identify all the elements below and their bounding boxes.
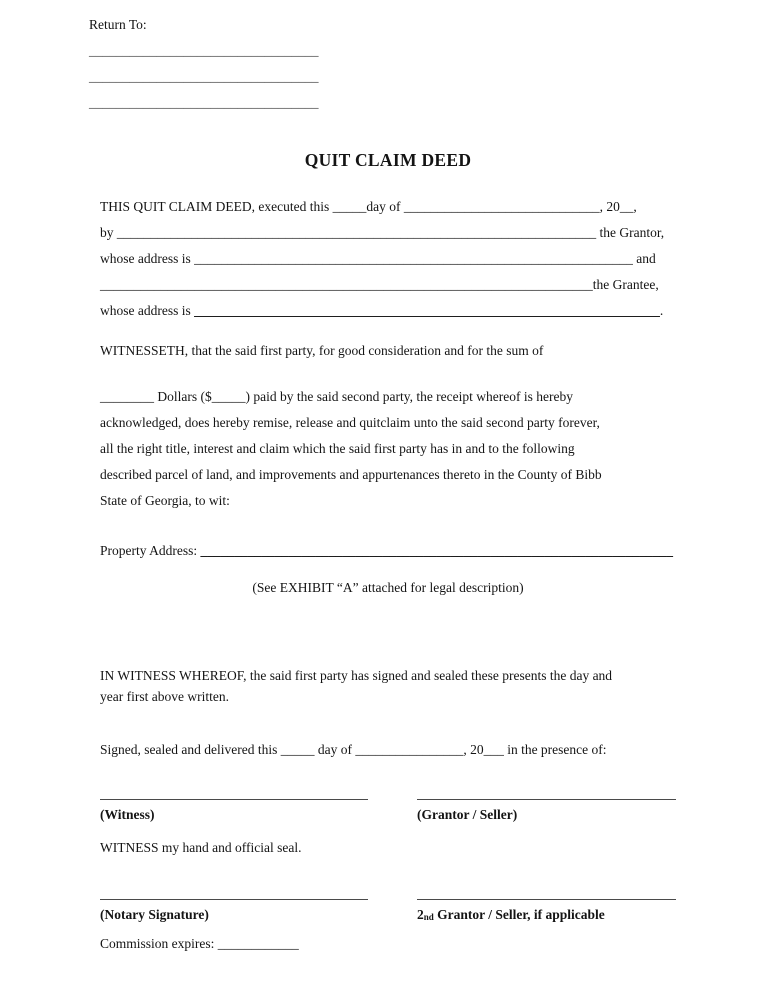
commission-expires-blank: ____________: [217, 936, 299, 951]
signature-row-witness-grantor: [100, 799, 676, 825]
notary-signature-column: [100, 899, 368, 927]
in-witness-line-1: IN WITNESS WHEREOF, the said first party has signed and sealed these presents the day and: [100, 668, 613, 683]
opening-line-2: by _______________________________________________________________________ the Grantor,: [100, 225, 665, 240]
return-to-blank-line-3: __________________________________: [89, 95, 319, 110]
second-grantor-column: [417, 899, 676, 927]
consideration-line-5: State of Georgia, to wit:: [100, 493, 230, 508]
return-to-label: Return To:: [89, 17, 147, 32]
witnesseth-intro: WITNESSETH, that the said first party, for good consideration and for the sum of: [100, 343, 544, 358]
property-address-line: [100, 538, 676, 564]
in-witness-line-2: year first above written.: [100, 689, 229, 704]
opening-line-1: THIS QUIT CLAIM DEED, executed this _____day of _____________________________, 20__,: [100, 199, 637, 214]
grantor-signature-line: [417, 799, 676, 800]
return-to-block: [89, 12, 676, 116]
consideration-line-2: acknowledged, does hereby remise, release and quitclaim unto the said second party forever,: [100, 415, 600, 430]
grantor-seller-label: (Grantor / Seller): [417, 807, 518, 822]
witness-label: (Witness): [100, 807, 155, 822]
signature-column-gap: [368, 899, 417, 927]
witness-signature-column: [100, 799, 368, 825]
second-grantor-label-rest: Grantor / Seller, if applicable: [433, 907, 605, 922]
second-grantor-ordinal: nd: [423, 912, 434, 922]
property-address-label: Property Address:: [100, 543, 201, 558]
second-grantor-label: [417, 905, 676, 927]
notary-signature-line: [100, 899, 368, 900]
consideration-line-3: all the right title, interest and claim which the said first party has in and to the following: [100, 441, 575, 456]
opening-line-5-prefix: whose address is: [100, 303, 195, 318]
exhibit-note: (See EXHIBIT “A” attached for legal description): [252, 580, 524, 595]
return-to-blank-line-2: __________________________________: [89, 69, 319, 84]
witness-signature-line: [100, 799, 368, 800]
document-title: QUIT CLAIM DEED: [304, 150, 472, 170]
signature-row-notary-second-grantor: [100, 899, 676, 927]
second-grantor-number: 2: [417, 907, 424, 922]
opening-line-5: [100, 298, 676, 324]
witness-seal-text: WITNESS my hand and official seal.: [100, 840, 302, 855]
opening-paragraph: [100, 194, 676, 324]
notary-signature-label: (Notary Signature): [100, 907, 209, 922]
opening-line-3: whose address is _________________________________________________________________ and: [100, 251, 656, 266]
in-witness-paragraph: [100, 665, 676, 707]
commission-expires-label: Commission expires:: [100, 936, 218, 951]
opening-line-5-suffix: .: [659, 303, 664, 318]
property-address-blank: ______________________________________________________________________: [200, 543, 673, 558]
grantor-signature-column: [417, 799, 676, 825]
consideration-paragraph: [100, 384, 676, 514]
return-to-blank-line-1: __________________________________: [89, 43, 319, 58]
opening-line-4: _________________________________________________________________________the Grantee,: [100, 277, 659, 292]
consideration-line-1: ________ Dollars ($_____) paid by the said second party, the receipt whereof is hereby: [100, 389, 573, 404]
signed-sealed-line: Signed, sealed and delivered this _____ day of ________________, 20___ in the presence of:: [100, 742, 607, 757]
commission-expires-line: [100, 931, 676, 957]
second-grantor-signature-line: [417, 899, 676, 900]
signature-column-gap: [368, 799, 417, 825]
grantee-address-blank: _____________________________________________________________________: [194, 303, 660, 318]
consideration-line-4: described parcel of land, and improvements and appurtenances thereto in the County of Bibb: [100, 467, 602, 482]
